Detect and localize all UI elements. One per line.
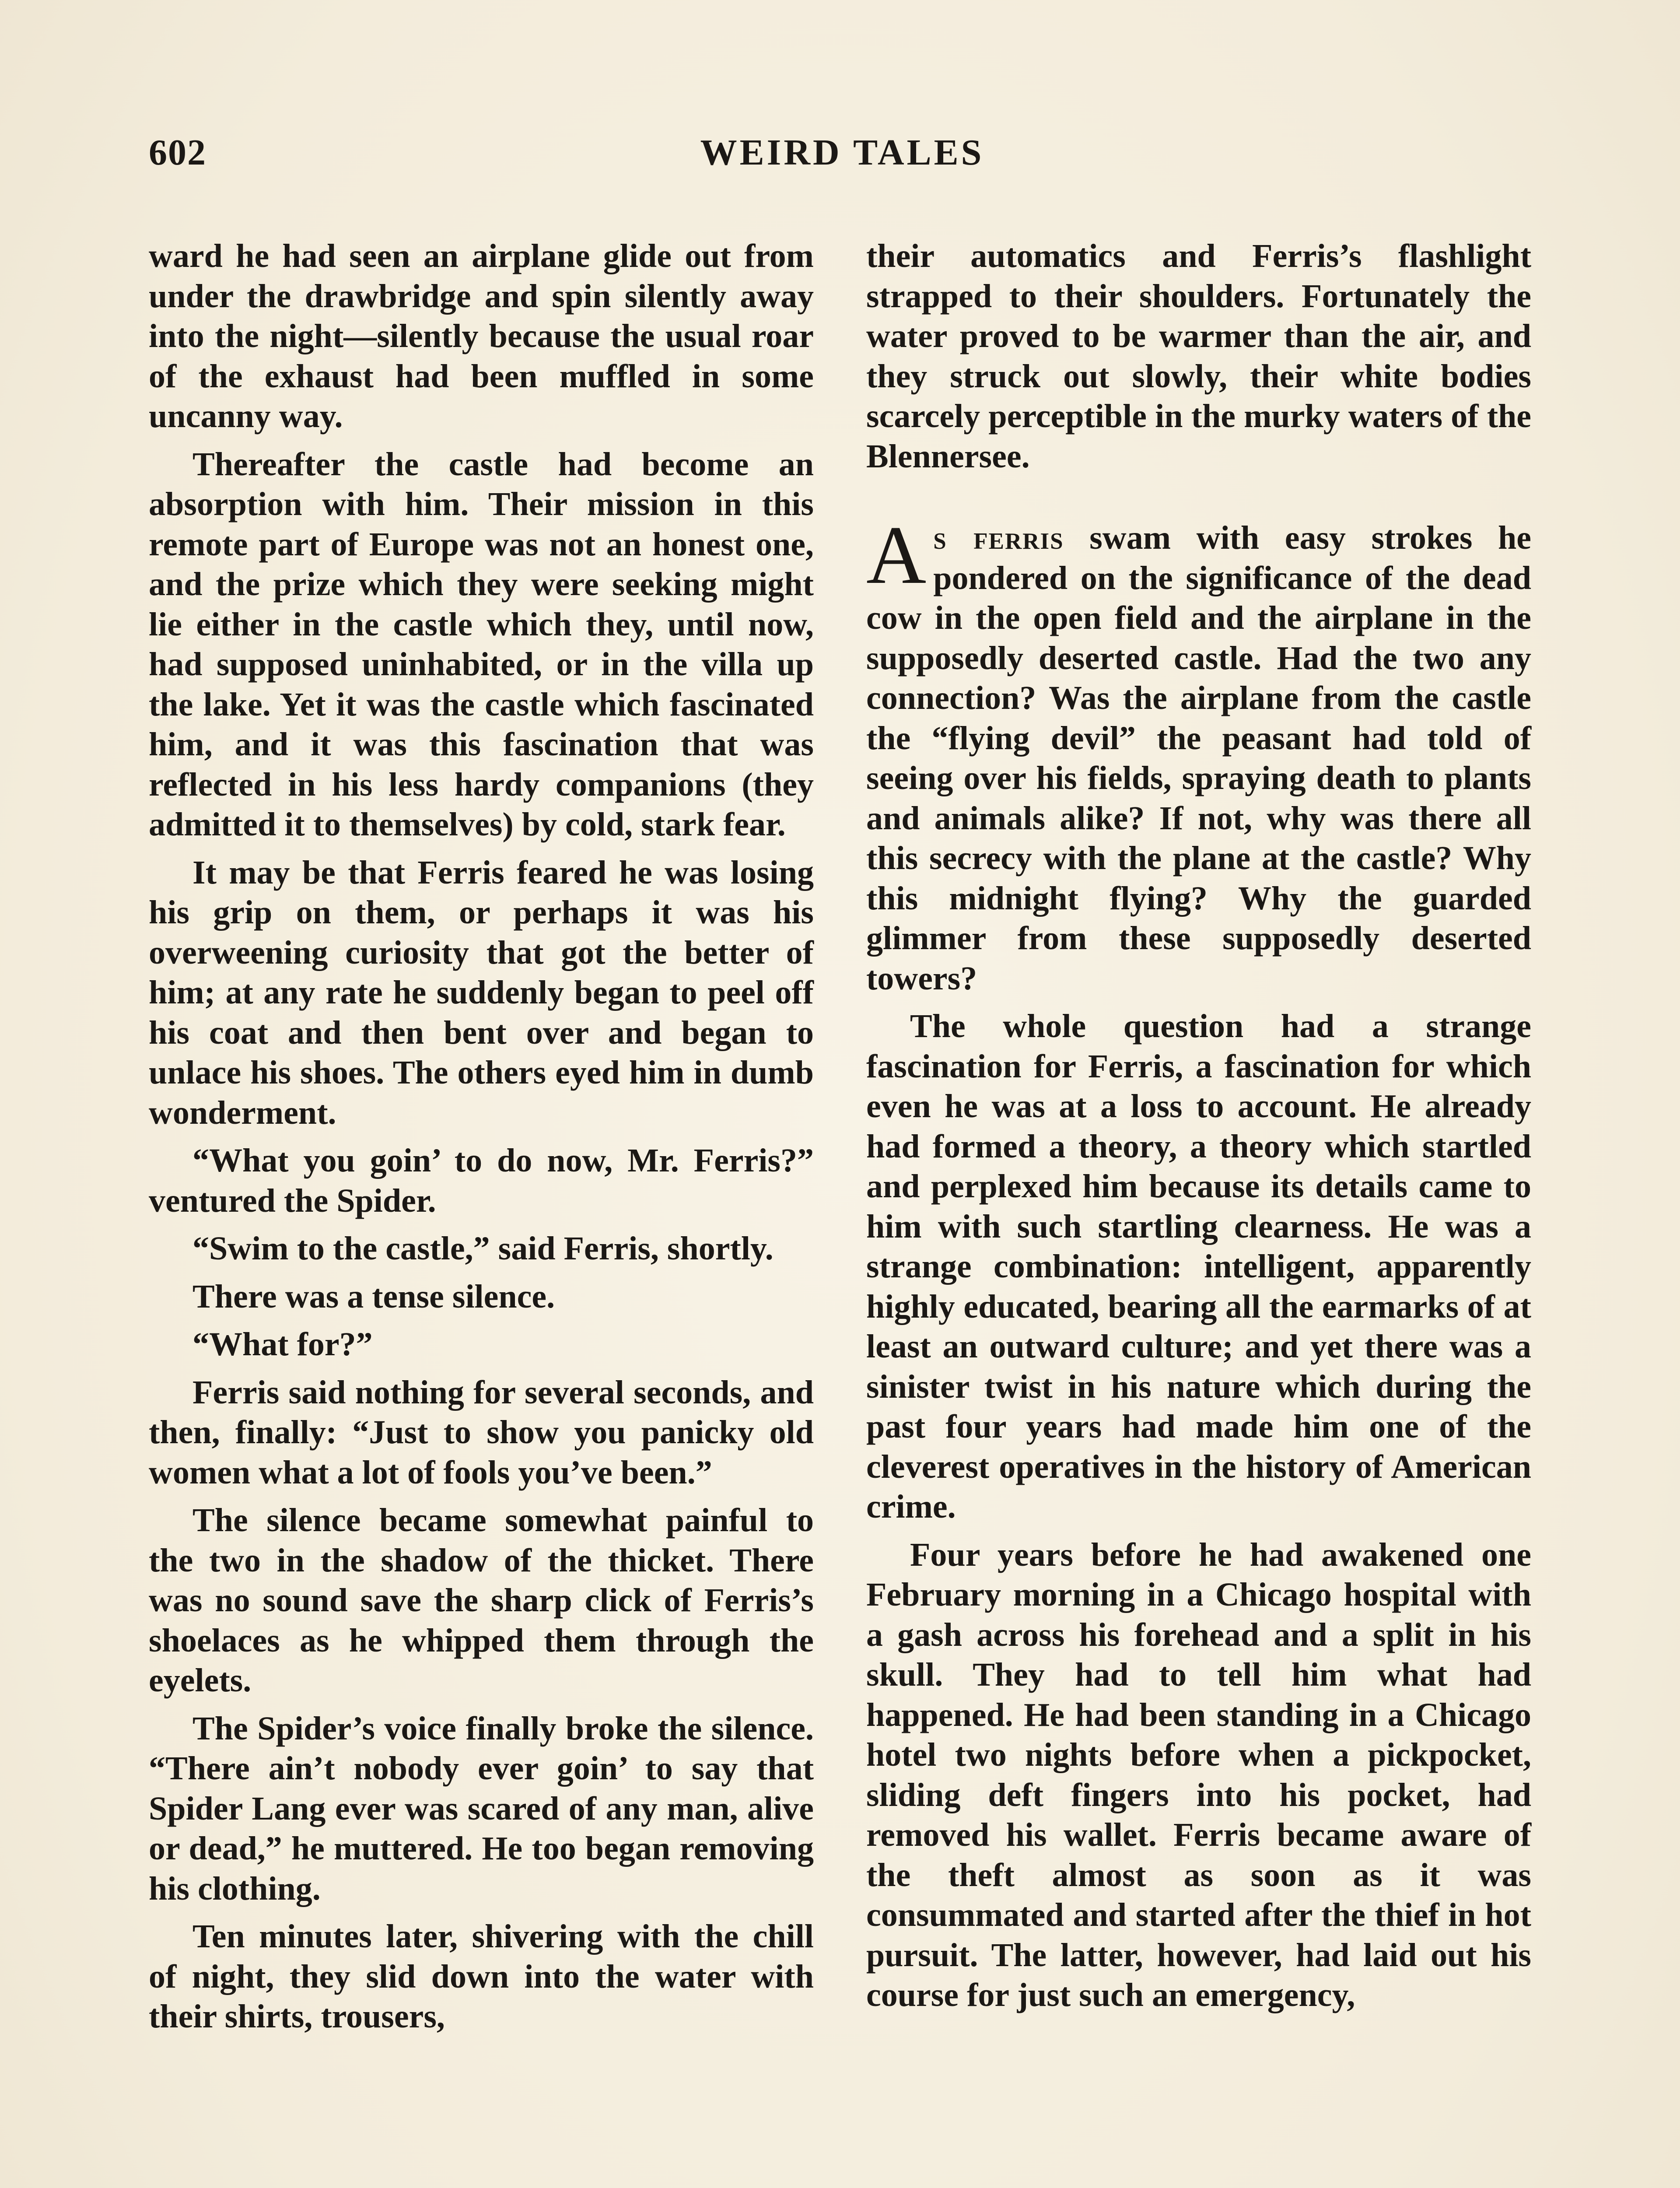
paragraph: The silence became somewhat painful to the two in the shadow of the thicket. There was no sound save the sharp click of Ferris’s shoelaces as he whipped them through the eyelets.: [149, 1502, 814, 1699]
left-column: [149, 236, 814, 2045]
paragraph: their automatics and Ferris’s flashlight strapped to their shoulders. Fortunately the water proved to be warmer than the air, and they struck out slowly, their white bodies scarcely perceptible in the murky waters of the Blennersee.: [866, 238, 1531, 475]
page-number: 602: [149, 132, 206, 173]
paragraph: It may be that Ferris feared he was losing his grip on them, or perhaps it was his overweening curiosity that got the better of him; at any rate he suddenly began to peel off his coat and then bent over and began to unlace his shoes. The others eyed him in dumb wonderment.: [149, 854, 814, 1131]
right-column: [866, 236, 1531, 2023]
drop-cap: A: [866, 509, 927, 601]
section-opening-paragraph: [866, 509, 1531, 999]
paragraph: Ten minutes later, shivering with the chill of night, they slid down into the water with their shirts, trousers,: [149, 1918, 814, 2035]
paragraph: “Swim to the castle,” said Ferris, shortly.: [192, 1230, 774, 1267]
paragraph: Thereafter the castle had become an absorption with him. Their mission in this remote part of Europe was not an honest one, and the prize which they were seeking might lie either in the castle which they, until now, had supposed uninhabited, or in the villa up the lake. Yet it was the castle which fascinated him, and it was this fascination that was reflected in his less hardy companions (they admitted it to themselves) by cold, stark fear.: [149, 445, 814, 843]
paragraph: There was a tense silence.: [192, 1278, 555, 1315]
paragraph: ward he had seen an airplane glide out from under the drawbridge and spin silently away into the night—silently because the usual roar of the exhaust had been muffled in some uncanny way.: [149, 238, 814, 435]
paragraph: “What you goin’ to do now, Mr. Ferris?” ventured the Spider.: [149, 1142, 814, 1219]
paragraph: Ferris said nothing for several seconds, and then, finally: “Just to show you panicky old women what a lot of fools you’ve been.”: [149, 1374, 814, 1491]
section-text: swam with easy strokes he pondered on the significance of the dead cow in the open field and the airplane in the supposedly deserted castle. Had the two any connection? Was the airplane from the castle the “flying devil” the peasant had told of seeing over his fields, spraying death to plants and animals alike? If not, why was there all this secrecy with the plane at the castle? Why this midnight flying? Why the guarded glimmer from these supposedly deserted towers?: [866, 519, 1531, 997]
small-caps-lead: s ferris: [933, 519, 1064, 556]
page-header: [149, 131, 1536, 193]
paragraph: Four years before he had awakened one February morning in a Chicago hospital with a gash across his forehead and a split in his skull. They had to tell him what had happened. He had been standing in a Chicago hotel two nights before when a pickpocket, sliding deft fingers into his pocket, had removed his wallet. Ferris became aware of the theft almost as soon as it was consummated and started after the thief in hot pursuit. The latter, however, had laid out his course for just such an emergency,: [866, 1536, 1531, 2013]
paragraph: The Spider’s voice finally broke the silence. “There ain’t nobody ever goin’ to say that Spider Lang ever was scared of any man, alive or dead,” he muttered. He too began removing his clothing.: [149, 1710, 814, 1907]
paragraph: The whole question had a strange fascination for Ferris, a fascination for which even he was at a loss to account. He already had formed a theory, a theory which startled and perplexed him because its details came to him with such startling clearness. He was a strange combination: intelligent, apparently highly educated, bearing all the earmarks of at least an outward culture; and yet there was a sinister twist in his nature which during the past four years had made him one of the cleverest operatives in the history of American crime.: [866, 1008, 1531, 1525]
running-title: WEIRD TALES: [700, 132, 984, 173]
paragraph: “What for?”: [192, 1326, 373, 1363]
